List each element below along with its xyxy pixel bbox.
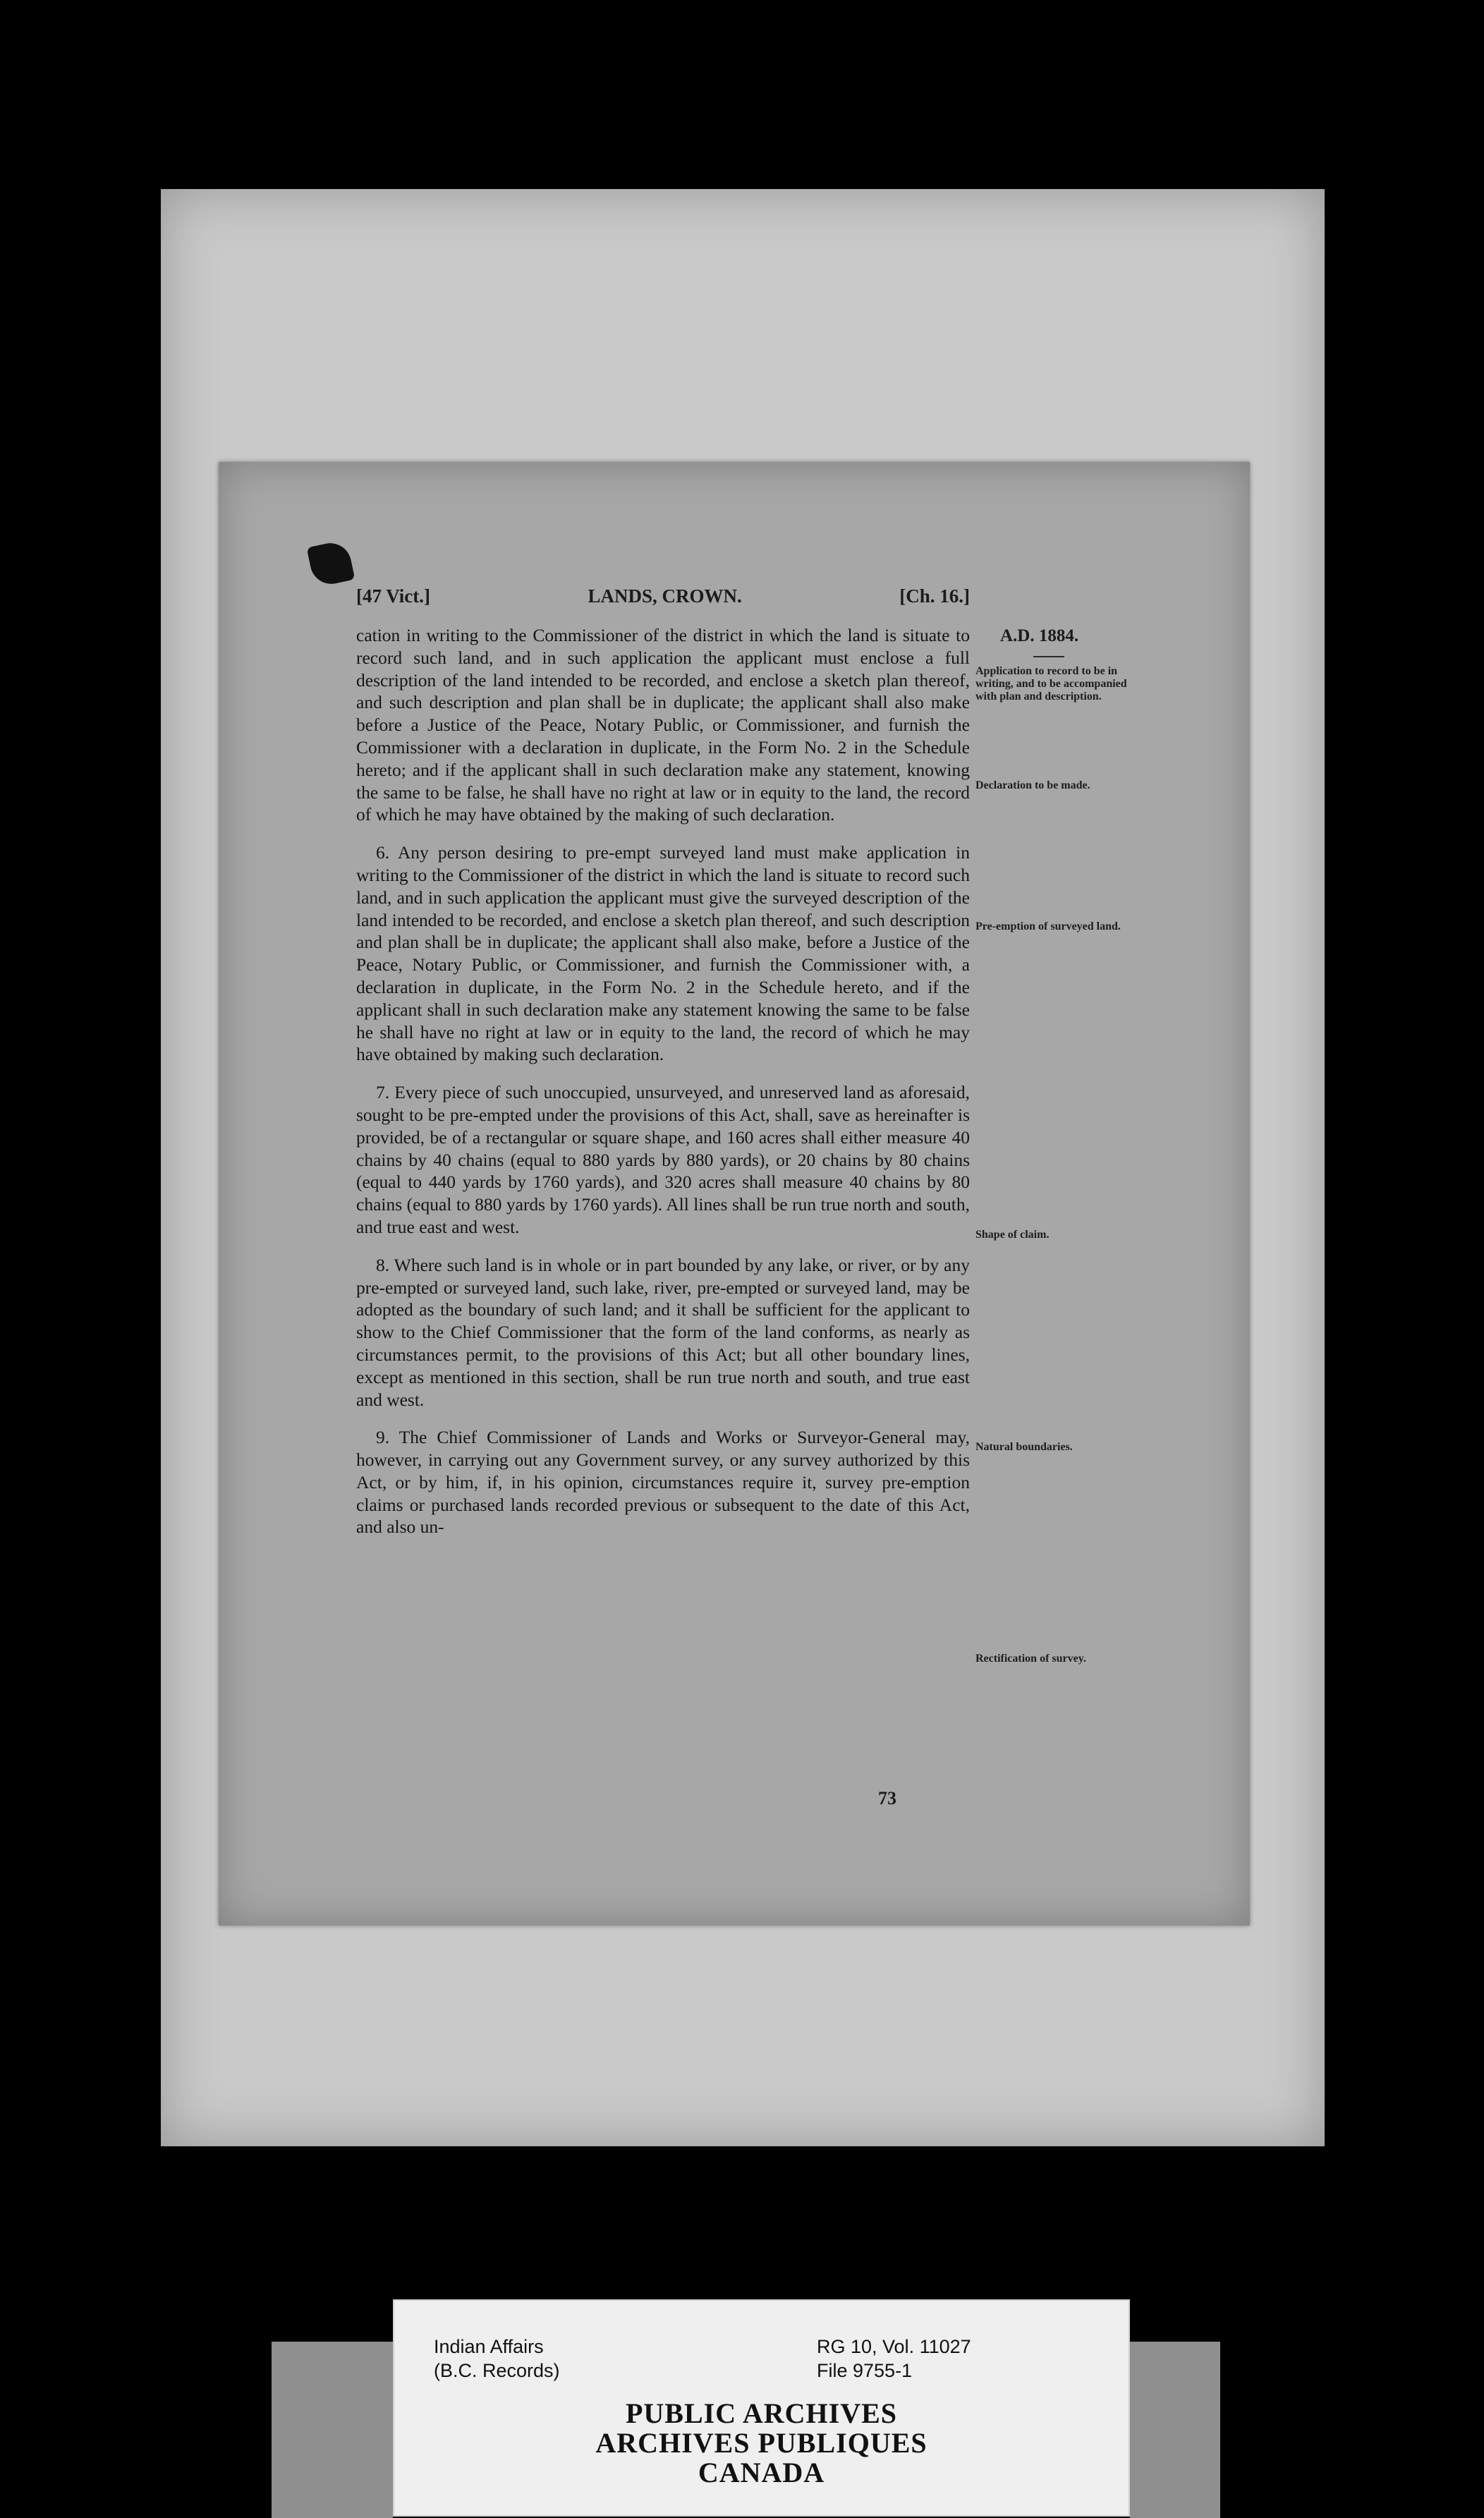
margin-note-rectification: Rectification of survey. [975,1653,1086,1665]
label-department: Indian Affairs [434,2336,544,2357]
section-8: 8. Where such land is in whole or in part bounded by any lake, or river, or by any pre-empted or surveyed land, such lake, river, pre-empted or surveyed land, may be adopted as the boundary of such land; and it shall be sufficient for the applicant to show to the Chief Commissioner that the form of the land conforms, as nearly as circumstances permit, to the provisions of this Act; but all other boundary lines, except as mentioned in this section, shall be run true north and south, and true east and west. [356,1254,970,1410]
page-number: 73 [878,1788,896,1808]
margin-note-application: Application to record to be in writing, and to be accompanied with plan and description. [975,665,1127,703]
label-volume: RG 10, Vol. 11027 [817,2336,971,2357]
margin-rule [1033,656,1064,657]
running-head-right: [Ch. 16.] [899,585,970,607]
section-6: 6. Any person desiring to pre-empt surveyed land must make application in writing to the Commissioner of the district in which the land is situate to record such land, and in such application the applicant must give the surveyed description of the land intended to be recorded, and enclose a sketch plan thereof, and such description and plan shall be in duplicate; the applicant shall also make, before a Justice of the Peace, Notary Public, or Commissioner, and furnish the Commissioner with, a declaration in duplicate, in the Form No. 2 in the Schedule hereto, and if the applicant shall in such declaration make any statement knowing the same to be false he shall have no right at law or in equity to the land, the record of which he may have obtained by making such declaration. [356,842,970,1065]
margin-note-declaration: Declaration to be made. [975,779,1090,791]
paragraph-continuation: cation in writing to the Commissioner of the district in which the land is situate to record such land, and in such application the applicant must enclose a full description of the land intended to be recorded, and enclose a sketch plan thereof, and such description and plan shall be in duplicate; the applicant shall also make before a Justice of the Peace, Notary Public, or Commissioner, and furnish the Commissioner with a declaration in duplicate, in the Form No. 2 in the Schedule hereto; and if the applicant shall in such declaration make any statement, knowing the same to be false, he shall have no right at law or in equity to the land, the record of which he may have obtained by the making of such declaration. [356,625,970,825]
margin-year: A.D. 1884. [1000,626,1079,645]
margin-note-pre-emption: Pre-emption of surveyed land. [975,920,1121,932]
archives-stamp-line3: CANADA [698,2457,825,2488]
label-file: File 9755-1 [817,2360,913,2381]
running-head-left: [47 Vict.] [356,585,430,607]
label-records: (B.C. Records) [434,2360,560,2381]
section-7: 7. Every piece of such unoccupied, unsurveyed, and unreserved land as aforesaid, sought to be pre-empted under the provisions of this Act, shall, save as hereinafter is provided, be of a rectangular or square shape, and 160 acres shall either measure 40 chains by 40 chains (equal to 880 yards by 880 yards), or 20 chains by 80 chains (equal to 440 yards by 1760 yards), and 320 acres shall measure 40 chains by 80 chains (equal to 880 yards by 1760 yards). All lines shall be run true north and south, and true east and west. [356,1082,970,1237]
label-flap-right [1130,2342,1220,2518]
archives-stamp-line2: ARCHIVES PUBLIQUES [595,2427,928,2459]
body-text [356,624,970,1554]
archives-stamp-line1: PUBLIC ARCHIVES [625,2397,898,2429]
running-head [356,585,970,607]
running-head-center: LANDS, CROWN. [588,585,742,607]
label-flap-left [272,2342,393,2518]
margin-note-natural-boundaries: Natural boundaries. [975,1441,1073,1453]
margin-note-shape: Shape of claim. [975,1229,1050,1241]
section-9: 9. The Chief Commissioner of Lands and Works or Surveyor-General may, however, in carrying out any Government survey, or any survey authorized by this Act, or by him, if, in his opinion, circumstances require it, survey pre-emption claims or purchased lands recorded previous or subsequent to the date of this Act, and also un- [356,1427,970,1538]
